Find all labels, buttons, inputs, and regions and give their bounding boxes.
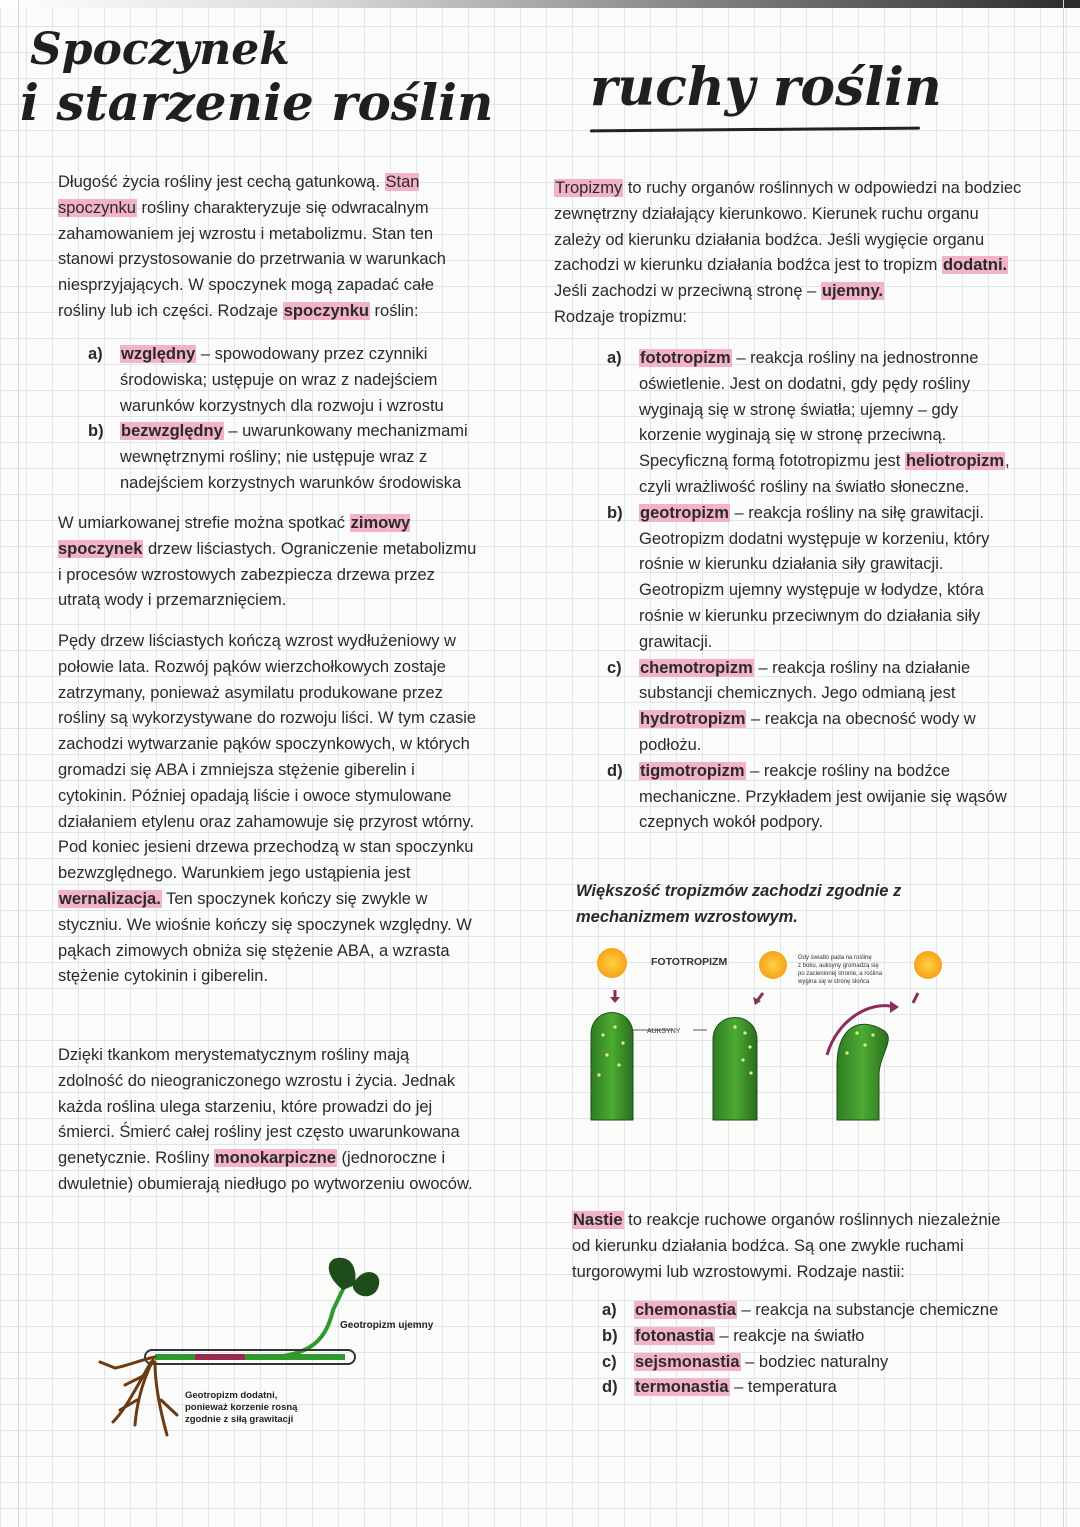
dormancy-types-list bbox=[88, 342, 483, 497]
sun-icon bbox=[597, 948, 627, 978]
nastie-paragraph: Nastie to reakcje ruchowe organów roślinnych niezależnie od kierunku działania bodźca. Są one zwykle ruchami turgorowymi lub wzrostowymi. Rodzaje nastii: bbox=[572, 1211, 1001, 1281]
label-geotropism-negative: Geotropizm ujemny bbox=[340, 1320, 434, 1331]
title-line1: Spoczynek bbox=[30, 24, 290, 75]
highlight: spoczynku bbox=[283, 301, 369, 320]
left-intro-paragraph: Długość życia rośliny jest cechą gatunkową. Stan spoczynku rośliny charakteryzuje się odwracalnym zahamowaniem jej wzrostu i metabolizmu. Stan ten stanowi przystosowanie do przetrwania w warunkach niesprzyjających. W spoczynek mogą zapadać całe rośliny lub ich części. Rodzaje spoczynku roślin: bbox=[58, 173, 446, 320]
label-geotropism-positive-1: Geotropizm dodatni, bbox=[185, 1390, 278, 1401]
svg-text:wygina się w stronę słońca: wygina się w stronę słońca bbox=[798, 979, 870, 985]
list-item: c) chemotropizm – reakcja rośliny na działanie substancji chemicznych. Jego odmianą jest hydrotropizm – reakcja na obecność wody w podłożu. bbox=[607, 658, 976, 754]
phototropism-figure bbox=[585, 935, 960, 1130]
list-item: c) sejsmonastia – bodziec naturalny bbox=[602, 1352, 889, 1371]
left-paragraph-buds: Pędy drzew liściastych kończą wzrost wydłużeniowy w połowie lata. Rozwój pąków wierzchołkowych zostaje zatrzymany, ponieważ asymilatu produkowane przez rośliny są wykorzystywane do rozwoju liści. W tym czasie zachodzi wytwarzanie pąków spoczynkowych, w których gromadzi się ABA i zmniejsza stężenie giberelin i cytokinin. Później opadają liście i owoce stymulowane działaniem etylenu oraz zahamowuje się przyrost wtórny. Pod koniec jesieni drzewa przechodzą w stan spoczynku bezwzględnego. Warunkiem jego ustąpienia jest wernalizacja. Ten spoczynek kończy się zwykle w styczniu. We wiośnie kończy się spoczynek względny. W pąkach zimowych obniża się stężenie ABA, a wzrasta stężenie cytokinin i giberelin. bbox=[58, 632, 477, 986]
list-item: b) geotropizm – reakcja rośliny na siłę grawitacji. Geotropizm dodatni występuje w korzeniu, który rośnie w kierunku działania siły grawitacji. Geotropizm ujemny występuje w łodydze, która rośnie w kierunku przeciwnym do działania siły grawitacji. bbox=[607, 503, 990, 651]
list-item: d) tigmotropizm – reakcje rośliny na bodźce mechaniczne. Przykładem jest owijanie się wąsów czepnych wokół podpory. bbox=[607, 761, 1007, 832]
left-paragraph-winter: W umiarkowanej strefie można spotkać zimowy spoczynek drzew liściastych. Ograniczenie metabolizmu i procesów wzrostowych zabezpiecza drzewa przez utratą wody i przemarznięciem. bbox=[58, 514, 477, 610]
seedling-sketch bbox=[95, 1250, 475, 1450]
growth-mechanism-note: Większość tropizmów zachodzi zgodnie z mechanizmem wzrostowym. bbox=[576, 882, 902, 926]
list-item: b) bezwzględny – uwarunkowany mechanizmami wewnętrznymi rośliny; nie ustępuje wraz z nadejściem korzystnych warunków środowiska bbox=[88, 422, 468, 492]
highlight: Stan spoczynku bbox=[58, 173, 420, 217]
svg-text:z boku, auksyny gromadzą się: z boku, auksyny gromadzą się bbox=[798, 963, 879, 969]
title-line2: i starzenie roślin bbox=[20, 73, 494, 132]
list-item: a) względny – spowodowany przez czynniki środowiska; ustępuje on wraz z nadejściem warunków korzystnych dla rozwoju i wzrostu bbox=[88, 345, 444, 415]
right-intro-paragraph: Tropizmy to ruchy organów roślinnych w odpowiedzi na bodziec zewnętrzny działający kierunkowo. Kierunek ruchu organu zależy od kierunku działania bodźca. Jeśli wygięcie organu zachodzi w kierunku działania bodźca jest to tropizm dodatni. Jeśli zachodzi w przeciwną stronę – ujemny. Rodzaje tropizmu: bbox=[554, 179, 1022, 326]
label-geotropism-positive-3: zgodnie z siłą grawitacji bbox=[185, 1414, 294, 1425]
auxin-label: AUKSYNY bbox=[647, 1028, 681, 1035]
svg-text:Gdy światło pada na roślinę: Gdy światło pada na roślinę bbox=[798, 955, 872, 961]
figure-title: FOTOTROPIZM bbox=[651, 956, 728, 968]
tropism-types-list bbox=[607, 346, 1017, 836]
svg-text:po zacienionej stronie, a rośl: po zacienionej stronie, a roślina bbox=[798, 971, 883, 977]
list-item: b) fotonastia – reakcje na światło bbox=[602, 1326, 865, 1345]
nastie-types-list bbox=[602, 1298, 1022, 1401]
label-geotropism-positive-2: ponieważ korzenie rosną bbox=[185, 1402, 298, 1413]
title-right: ruchy roślin bbox=[590, 57, 942, 118]
sun-icon bbox=[759, 951, 787, 979]
list-item: a) chemonastia – reakcja na substancje chemiczne bbox=[602, 1301, 999, 1319]
left-paragraph-aging: Dzięki tkankom merystematycznym rośliny mają zdolność do nieograniczonego wzrostu i życia. Jednak każda roślina ulega starzeniu, które prowadzi do jej śmierci. Śmierć całej rośliny jest często uwarunkowana genetycznie. Rośliny monokarpiczne (jednoroczne i dwuletnie) obumierają niedługo po wytworzeniu owoców. bbox=[58, 1046, 473, 1193]
list-item: a) fototropizm – reakcja rośliny na jednostronne oświetlenie. Jest on dodatni, gdy pędy rośliny wyginają się w stronę światła; ujemny – gdy korzenie wyginają się w stronę przeciwną. Specyficzną formą fototropizmu jest heliotropizm, czyli wrażliwość rośliny na światło słoneczne. bbox=[607, 349, 1010, 496]
sun-icon bbox=[914, 951, 942, 979]
list-item: d) termonastia – temperatura bbox=[602, 1378, 837, 1397]
